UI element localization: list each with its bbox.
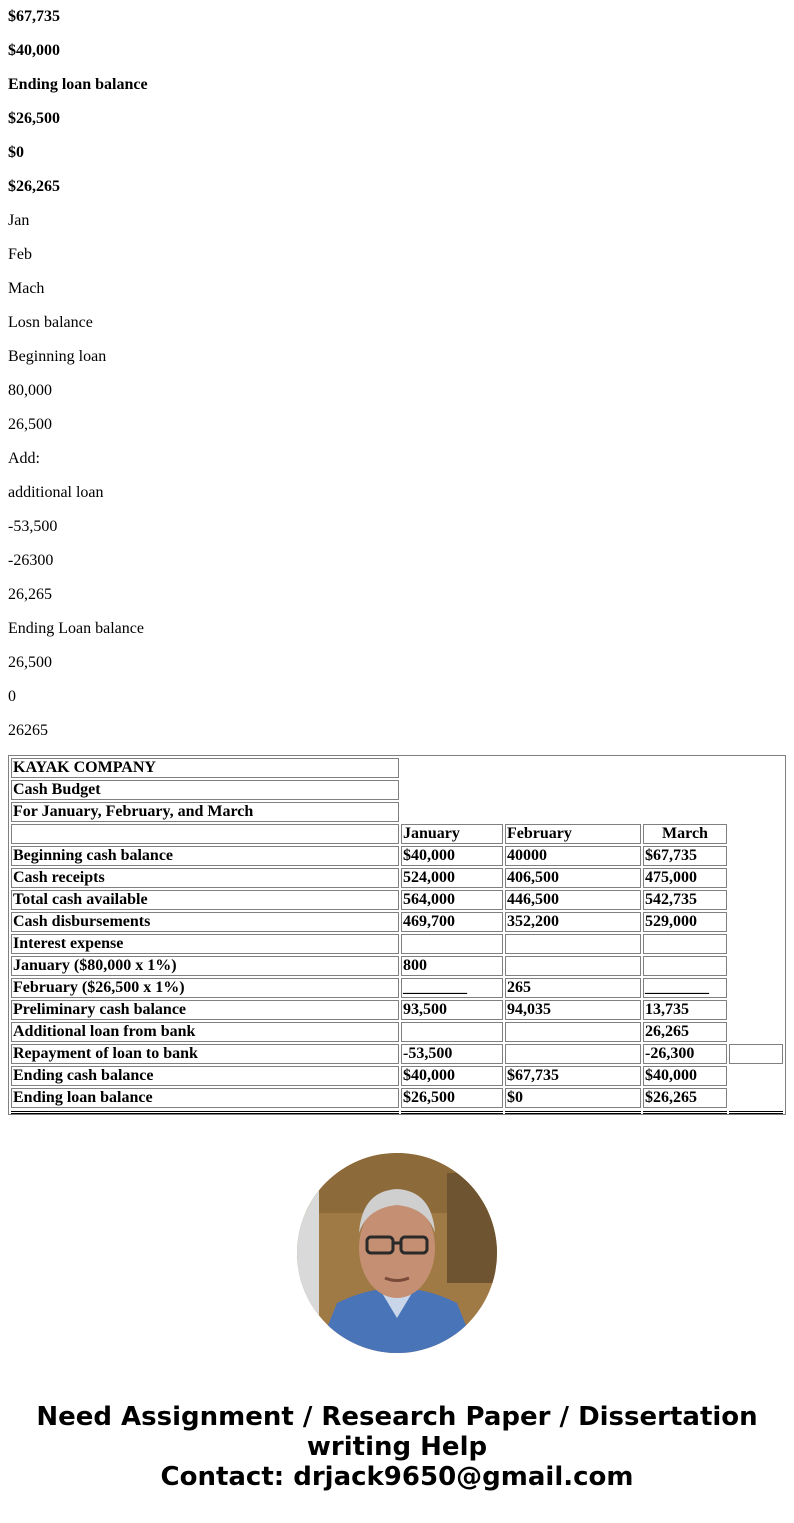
table-row: [11, 846, 783, 866]
note-line: $67,735: [8, 8, 60, 25]
row-label: February ($26,500 x 1%): [11, 978, 399, 998]
cell-value: $40,000: [401, 846, 503, 866]
note-line: Ending loan balance: [8, 76, 148, 93]
table-row: [11, 1022, 783, 1042]
cell-value: $67,735: [505, 1066, 641, 1086]
note-line: Add:: [8, 450, 40, 467]
budget-title: Cash Budget: [11, 780, 399, 800]
note-line: Losn balance: [8, 314, 93, 331]
cell-value: 542,735: [643, 890, 727, 910]
cell-value: [643, 956, 727, 976]
cell-value: $26,265: [643, 1088, 727, 1108]
cell-value: $67,735: [643, 846, 727, 866]
note-line: $0: [8, 144, 24, 161]
promo-line: writing Help: [306, 1432, 488, 1462]
cell-value: [505, 956, 641, 976]
cell-value: 406,500: [505, 868, 641, 888]
cell-value: 40000: [505, 846, 641, 866]
empty-cell: [729, 1044, 783, 1064]
note-line: Ending Loan balance: [8, 620, 144, 637]
double-underline-row: [11, 1110, 783, 1114]
cell-value: [401, 934, 503, 954]
cell-value: [401, 1022, 503, 1042]
month-header: February: [505, 824, 641, 844]
month-header: January: [401, 824, 503, 844]
cell-value: 446,500: [505, 890, 641, 910]
row-label: Cash disbursements: [11, 912, 399, 932]
row-label: Repayment of loan to bank: [11, 1044, 399, 1064]
table-row: [11, 890, 783, 910]
row-label: Cash receipts: [11, 868, 399, 888]
avatar: [297, 1153, 497, 1353]
table-row: [11, 868, 783, 888]
note-line: Mach: [8, 280, 45, 297]
cell-value: -26,300: [643, 1044, 727, 1064]
note-line: 80,000: [8, 382, 52, 399]
note-line: 26,500: [8, 654, 52, 671]
promo-line: Need Assignment / Research Paper / Dissertation: [36, 1402, 758, 1432]
author-portrait: [297, 1153, 497, 1353]
budget-period: For January, February, and March: [11, 802, 399, 822]
row-label: Additional loan from bank: [11, 1022, 399, 1042]
cell-value: 564,000: [401, 890, 503, 910]
cell-value: 265: [505, 978, 641, 998]
cell-value: 93,500: [401, 1000, 503, 1020]
note-line: Jan: [8, 212, 30, 229]
note-line: 0: [8, 688, 16, 705]
table-row: [11, 1044, 783, 1064]
cell-value: $0: [505, 1088, 641, 1108]
note-line: Beginning loan: [8, 348, 107, 365]
table-row: [11, 1088, 783, 1108]
note-line: $40,000: [8, 42, 60, 59]
row-label: Interest expense: [11, 934, 399, 954]
row-label: Ending loan balance: [11, 1088, 399, 1108]
note-line: -26300: [8, 552, 54, 569]
cell-value: [505, 1044, 641, 1064]
note-line: 26,500: [8, 416, 52, 433]
promo-banner: [0, 1402, 794, 1492]
cell-value: 352,200: [505, 912, 641, 932]
cash-budget-table: [8, 755, 786, 1115]
note-line: additional loan: [8, 484, 104, 501]
cell-value: 94,035: [505, 1000, 641, 1020]
table-row: [11, 934, 783, 954]
cell-value: [505, 1022, 641, 1042]
header-row: [11, 824, 783, 844]
table-row: [11, 978, 783, 998]
cell-value: $26,500: [401, 1088, 503, 1108]
notes-list: [8, 0, 788, 748]
note-line: 26265: [8, 722, 48, 739]
row-label: January ($80,000 x 1%): [11, 956, 399, 976]
note-line: $26,500: [8, 110, 60, 127]
table-row: [11, 956, 783, 976]
note-line: 26,265: [8, 586, 52, 603]
cell-value: 475,000: [643, 868, 727, 888]
row-label: Preliminary cash balance: [11, 1000, 399, 1020]
table-row: [11, 1000, 783, 1020]
row-label: Beginning cash balance: [11, 846, 399, 866]
cell-value: -53,500: [401, 1044, 503, 1064]
row-label: Total cash available: [11, 890, 399, 910]
cell-value: ________: [401, 978, 503, 998]
table-row: [11, 1066, 783, 1086]
cell-value: [505, 934, 641, 954]
table-row: [11, 912, 783, 932]
note-line: $26,265: [8, 178, 60, 195]
company-name: KAYAK COMPANY: [11, 758, 399, 778]
cell-value: 800: [401, 956, 503, 976]
note-line: -53,500: [8, 518, 58, 535]
month-header: March: [643, 824, 727, 844]
cell-value: ________: [643, 978, 727, 998]
cell-value: 13,735: [643, 1000, 727, 1020]
note-line: Feb: [8, 246, 32, 263]
cell-value: [643, 934, 727, 954]
cell-value: 529,000: [643, 912, 727, 932]
cell-value: $40,000: [643, 1066, 727, 1086]
cell-value: 469,700: [401, 912, 503, 932]
promo-contact: Contact: drjack9650@gmail.com: [160, 1462, 634, 1492]
cell-value: 26,265: [643, 1022, 727, 1042]
row-label: Ending cash balance: [11, 1066, 399, 1086]
cell-value: $40,000: [401, 1066, 503, 1086]
cell-value: 524,000: [401, 868, 503, 888]
